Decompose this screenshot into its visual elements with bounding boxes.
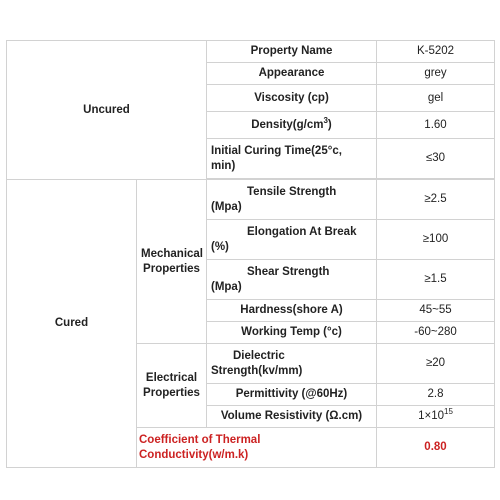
prop-elongation-line2: (%): [211, 240, 229, 253]
prop-thermal-line2: Conductivity(w/m.k): [139, 448, 249, 461]
val-shear-strength: ≥1.5: [377, 260, 495, 300]
prop-tensile-line2: (Mpa): [211, 200, 242, 213]
prop-elongation: [207, 220, 377, 260]
val-viscosity: gel: [377, 85, 495, 112]
property-table: [6, 40, 495, 468]
val-volume-resistivity-base: 1×10: [418, 410, 444, 422]
prop-initial-curing-line1: Initial Curing Time(25°c,: [211, 144, 342, 157]
prop-dielectric-line1: Dielectric: [233, 349, 285, 362]
prop-density-base: Density(g/cm: [251, 118, 324, 131]
val-volume-resistivity: [377, 406, 495, 428]
prop-appearance: Appearance: [207, 63, 377, 85]
subgroup-mechanical-line1: Mechanical: [141, 247, 203, 260]
header-property-name: Property Name: [207, 41, 377, 63]
prop-shear-line2: (Mpa): [211, 280, 242, 293]
header-model: K-5202: [377, 41, 495, 63]
prop-dielectric-line2: Strength(kv/mm): [211, 364, 303, 377]
group-uncured: Uncured: [7, 41, 207, 180]
val-working-temp: -60~280: [377, 322, 495, 344]
prop-hardness: Hardness(shore A): [207, 300, 377, 322]
subgroup-electrical-line2: Properties: [143, 386, 200, 399]
prop-density: [207, 112, 377, 139]
val-elongation: ≥100: [377, 220, 495, 260]
prop-working-temp: Working Temp (°c): [207, 322, 377, 344]
prop-elongation-line1: Elongation At Break: [247, 225, 357, 238]
val-density: 1.60: [377, 112, 495, 139]
val-hardness: 45~55: [377, 300, 495, 322]
prop-tensile-strength: [207, 180, 377, 220]
prop-permittivity: Permittivity (@60Hz): [207, 384, 377, 406]
prop-viscosity: Viscosity (cp): [207, 85, 377, 112]
prop-thermal-conductivity: [137, 428, 377, 468]
val-volume-resistivity-sup: 15: [444, 407, 453, 417]
prop-shear-strength: [207, 260, 377, 300]
val-thermal-conductivity: 0.80: [377, 428, 495, 468]
prop-density-sup: 3: [323, 115, 328, 125]
subgroup-mechanical: [137, 180, 207, 344]
prop-tensile-line1: Tensile Strength: [247, 185, 337, 198]
subgroup-electrical-line1: Electrical: [145, 371, 198, 384]
prop-density-end: ): [327, 118, 332, 131]
subgroup-mechanical-line2: Properties: [143, 262, 200, 275]
prop-volume-resistivity: Volume Resistivity (Ω.cm): [207, 406, 377, 428]
group-cured: Cured: [7, 180, 137, 468]
val-initial-curing-time: ≤30: [377, 139, 495, 179]
prop-shear-line1: Shear Strength: [247, 265, 330, 278]
prop-initial-curing-line2: min): [211, 159, 236, 172]
val-tensile-strength: ≥2.5: [377, 180, 495, 220]
spec-sheet: [6, 40, 494, 468]
prop-initial-curing-time: [207, 139, 377, 179]
val-dielectric-strength: ≥20: [377, 344, 495, 384]
val-appearance: grey: [377, 63, 495, 85]
subgroup-electrical: [137, 344, 207, 428]
prop-thermal-line1: Coefficient of Thermal: [139, 433, 261, 446]
prop-dielectric-strength: [207, 344, 377, 384]
val-permittivity: 2.8: [377, 384, 495, 406]
